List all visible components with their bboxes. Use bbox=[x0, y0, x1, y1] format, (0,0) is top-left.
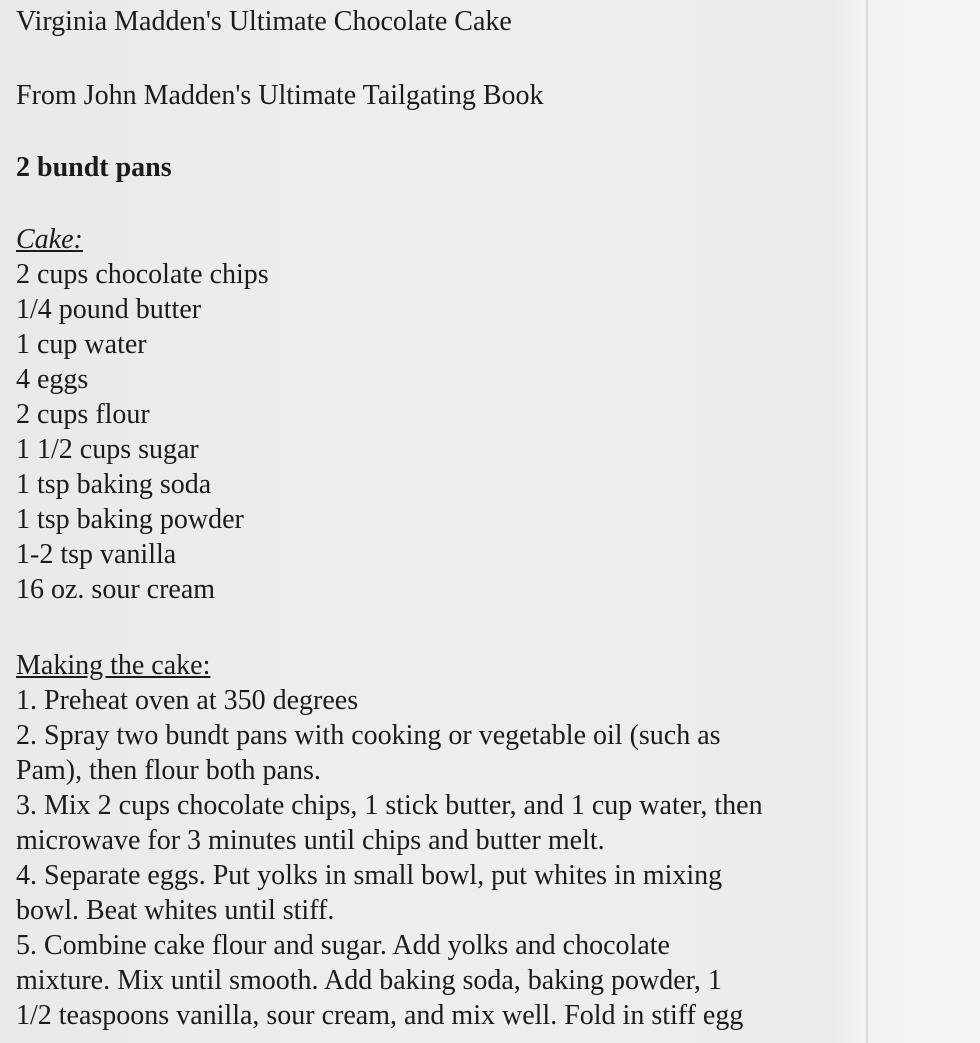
cake-heading: Cake: bbox=[16, 224, 83, 255]
step-line: 2. Spray two bundt pans with cooking or vegetable oil (such as bbox=[16, 720, 721, 751]
ingredient-item: 1-2 tsp vanilla bbox=[16, 539, 177, 570]
ingredient-item: 2 cups chocolate chips bbox=[16, 259, 269, 290]
steps-list bbox=[16, 683, 896, 1033]
ingredient-item: 4 eggs bbox=[16, 364, 89, 395]
ingredient-item: 1 tsp baking soda bbox=[16, 469, 212, 500]
ingredient-item: 2 cups flour bbox=[16, 399, 150, 430]
ingredient-list bbox=[16, 257, 269, 607]
step-line: 1/2 teaspoons vanilla, sour cream, and mix well. Fold in stiff egg bbox=[16, 1000, 744, 1031]
step-line: 5. Combine cake flour and sugar. Add yolks and chocolate bbox=[16, 930, 670, 961]
step-line: mixture. Mix until smooth. Add baking soda, baking powder, 1 bbox=[16, 965, 722, 996]
step-line: microwave for 3 minutes until chips and butter melt. bbox=[16, 825, 605, 856]
ingredient-item: 1/4 pound butter bbox=[16, 294, 202, 325]
step-line: 3. Mix 2 cups chocolate chips, 1 stick butter, and 1 cup water, then bbox=[16, 790, 763, 821]
step-line: bowl. Beat whites until stiff. bbox=[16, 895, 335, 926]
ingredient-item: 16 oz. sour cream bbox=[16, 574, 216, 605]
recipe-source: From John Madden's Ultimate Tailgating Book bbox=[16, 80, 544, 111]
step-line: Pam), then flour both pans. bbox=[16, 755, 321, 786]
recipe-title: Virginia Madden's Ultimate Chocolate Cake bbox=[16, 6, 512, 37]
ingredient-item: 1 tsp baking powder bbox=[16, 504, 244, 535]
making-heading: Making the cake: bbox=[16, 650, 211, 681]
step-line: 1. Preheat oven at 350 degrees bbox=[16, 685, 359, 716]
ingredient-item: 1 1/2 cups sugar bbox=[16, 434, 199, 465]
pans-note: 2 bundt pans bbox=[16, 152, 172, 183]
step-line: 4. Separate eggs. Put yolks in small bowl, put whites in mixing bbox=[16, 860, 723, 891]
ingredient-item: 1 cup water bbox=[16, 329, 147, 360]
